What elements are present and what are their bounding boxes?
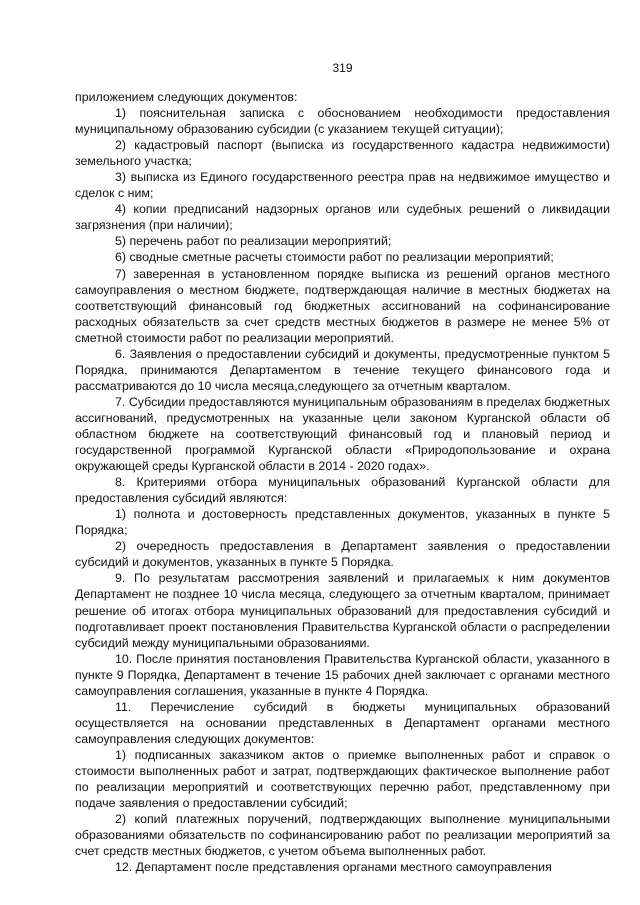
- paragraph-list-item-4: 4) копии предписаний надзорных органов или судебных решений о ликвидации загрязнения (при наличии);: [75, 202, 610, 233]
- paragraph-criteria-2: 2) очередность предоставления в Департамент заявления о предоставлении субсидий и документов, указанных в пункте 5 Порядка.: [75, 539, 610, 570]
- paragraph-list-item-5: 5) перечень работ по реализации мероприятий;: [115, 234, 392, 249]
- paragraph-list-item-7: 7) заверенная в установленном порядке выписка из решений органов местного самоуправления о местном бюджете, подтверждающая наличие в местных бюджетах на соответствующий финансовый год бюджетных ассигнований на софинансирование расходных обязательств за счет средств местных бюджетов в размере не менее 5% от сметной стоимости работ по реализации мероприятий.: [75, 266, 610, 345]
- paragraph-list-item-3: 3) выписка из Единого государственного реестра прав на недвижимое имущество и сделок с ним;: [75, 170, 610, 201]
- paragraph-criteria-1: 1) полнота и достоверность представленных документов, указанных в пункте 5 Порядка;: [75, 507, 610, 538]
- page-number: 319: [332, 61, 353, 75]
- paragraph-list-item-6: 6) сводные сметные расчеты стоимости работ по реализации мероприятий;: [115, 250, 554, 265]
- paragraph-documents-1: 1) подписанных заказчиком актов о приемке выполненных работ и справок о стоимости выполненных работ и затрат, подтверждающих фактическое выполнение работ по реализации мероприятий и соответствующих перечню работ, представленному при подаче заявления о предоставлении субсидий;: [75, 747, 610, 811]
- paragraph-clause-8: 8. Критериями отбора муниципальных образований Курганской области для предоставления субсидий являются:: [75, 475, 610, 506]
- paragraph-intro: приложением следующих документов:: [75, 90, 298, 104]
- paragraph-clause-7: 7. Субсидии предоставляются муниципальным образованиям в пределах бюджетных ассигнований, предусмотренных на указанные цели законом Курганской области об областном бюджете на соответствующий финансовый год и плановый период и государственной программой Курганской области «Природопользование и охрана окружающей среды Курганской области в 2014 - 2020 годах».: [75, 394, 610, 474]
- paragraph-clause-9: 9. По результатам рассмотрения заявлений и прилагаемых к ним документов Департамент не позднее 10 числа месяца, следующего за отчетным кварталом, принимает решение об итогах отбора муниципальных образований для предоставления субсидий и подготавливает проект постановления Правительства Курганской области о распределении субсидий между муниципальными образованиями.: [75, 571, 610, 650]
- paragraph-clause-12: 12. Департамент после представления органами местного самоуправления: [115, 860, 552, 875]
- paragraph-clause-10: 10. После принятия постановления Правительства Курганской области, указанного в пункте 9 Порядка, Департамент в течение 15 рабочих дней заключает с органами местного самоуправления соглашения, указанные в пункте 4 Порядка.: [75, 651, 610, 698]
- document-page: [75, 60, 610, 875]
- paragraph-list-item-2: 2) кадастровый паспорт (выписка из государственного кадастра недвижимости) земельного участка;: [75, 138, 610, 169]
- paragraph-list-item-1: 1) пояснительная записка с обоснованием необходимости предоставления муниципальному образованию субсидии (с указанием текущей ситуации);: [75, 106, 610, 137]
- paragraph-clause-6: 6. Заявления о предоставлении субсидий и документы, предусмотренные пунктом 5 Порядка, принимаются Департаментом в течение текущего финансового года и рассматриваются до 10 числа месяца,следующего за отчетным кварталом.: [75, 346, 610, 393]
- paragraph-clause-11: 11. Перечисление субсидий в бюджеты муниципальных образований осуществляется на основании представленных в Департамент органами местного самоуправления следующих документов:: [75, 699, 610, 746]
- paragraph-documents-2: 2) копий платежных поручений, подтверждающих выполнение муниципальными образованиями обязательств по софинансированию работ по реализации мероприятий за счет средств местных бюджетов, с учетом объема выполненных работ.: [75, 812, 610, 859]
